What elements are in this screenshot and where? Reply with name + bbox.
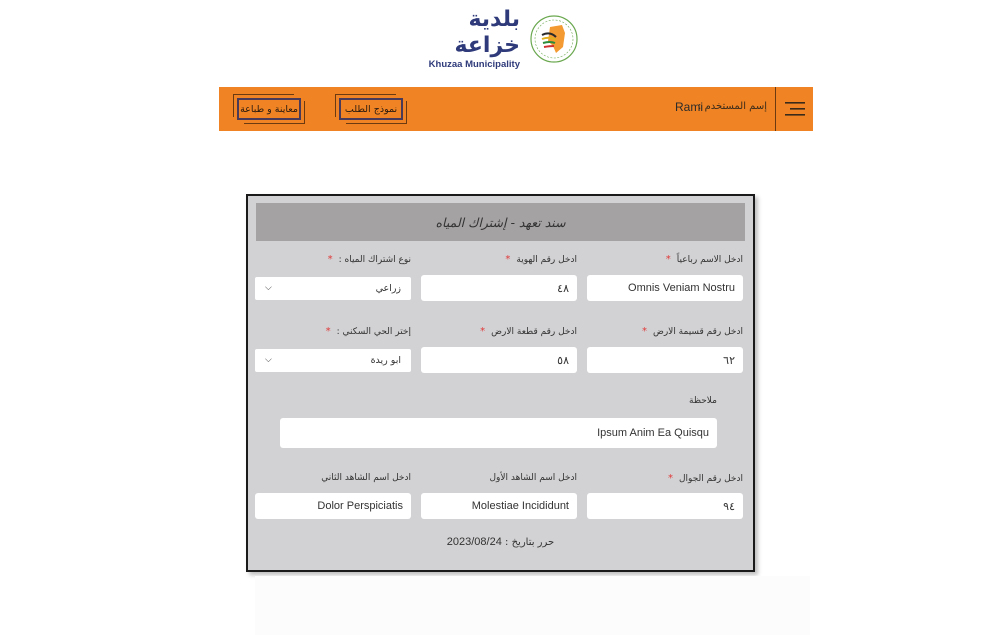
issue-date-value: 2023/08/24 bbox=[446, 536, 502, 548]
land-plot-label: ادخل رقم قطعة الارض* bbox=[480, 326, 577, 337]
issue-date bbox=[248, 536, 753, 548]
subscription-type-value: زراعي bbox=[375, 283, 401, 294]
issue-date-label: حرر بتاريخ : bbox=[505, 537, 555, 548]
id-number-input[interactable]: ٤٨ bbox=[421, 275, 577, 301]
logo-text bbox=[410, 7, 520, 71]
witness2-input[interactable]: Dolor Perspiciatis bbox=[255, 493, 411, 519]
witness2-label: ادخل اسم الشاهد الثاني bbox=[321, 473, 411, 483]
required-mark: * bbox=[325, 326, 331, 337]
id-number-label: ادخل رقم الهوية* bbox=[505, 254, 577, 265]
note-label: ملاحظة bbox=[689, 396, 717, 406]
land-parcel-label: ادخل رقم قسيمة الارض* bbox=[641, 326, 743, 337]
witness1-label: ادخل اسم الشاهد الأول bbox=[489, 473, 577, 483]
district-value: ابو ريدة bbox=[370, 355, 401, 366]
full-name-label: ادخل الاسم رباعياً* bbox=[665, 254, 743, 265]
preview-print-button[interactable]: معاينة و طباعة bbox=[237, 98, 301, 120]
hamburger-menu-icon bbox=[785, 102, 805, 116]
required-mark: * bbox=[327, 254, 333, 265]
district-select[interactable] bbox=[255, 349, 411, 372]
request-form-button[interactable]: نموذج الطلب bbox=[339, 98, 403, 120]
preview-print-button-frame bbox=[233, 94, 305, 124]
logo-english-name: Khuzaa Municipality bbox=[428, 59, 520, 70]
menu-button[interactable] bbox=[775, 87, 813, 131]
page-background-panel bbox=[255, 576, 810, 635]
required-mark: * bbox=[665, 254, 671, 265]
logo-arabic-name: بلدية خزاعة bbox=[454, 7, 520, 58]
required-mark: * bbox=[505, 254, 511, 265]
required-mark: * bbox=[641, 326, 647, 337]
username-label: إسم المستخدم : bbox=[698, 101, 767, 112]
land-parcel-input[interactable]: ٦٢ bbox=[587, 347, 743, 373]
request-form-button-frame bbox=[335, 94, 407, 124]
mobile-label: ادخل رقم الجوال* bbox=[668, 473, 743, 484]
chevron-down-icon: ⌵ bbox=[265, 283, 272, 293]
subscription-type-label: نوع اشتراك المياه :* bbox=[327, 254, 411, 265]
land-plot-input[interactable]: ٥٨ bbox=[421, 347, 577, 373]
note-input[interactable]: Ipsum Anim Ea Quisqu bbox=[280, 418, 717, 448]
full-name-input[interactable]: Omnis Veniam Nostru bbox=[587, 275, 743, 301]
chevron-down-icon: ⌵ bbox=[265, 355, 272, 365]
witness1-input[interactable]: Molestiae Incididunt bbox=[421, 493, 577, 519]
municipality-emblem-icon bbox=[528, 13, 580, 65]
required-mark: * bbox=[480, 326, 486, 337]
water-subscription-form bbox=[246, 194, 755, 572]
subscription-type-select[interactable] bbox=[255, 277, 411, 300]
mobile-input[interactable]: ٩٤ bbox=[587, 493, 743, 519]
top-navbar bbox=[219, 87, 813, 131]
required-mark: * bbox=[668, 473, 673, 484]
form-title: سند تعهد - إشتراك المياه bbox=[256, 203, 745, 241]
district-label: إختر الحي السكني :* bbox=[325, 326, 411, 337]
username-value: Rami bbox=[674, 100, 703, 114]
municipality-logo bbox=[410, 7, 580, 70]
